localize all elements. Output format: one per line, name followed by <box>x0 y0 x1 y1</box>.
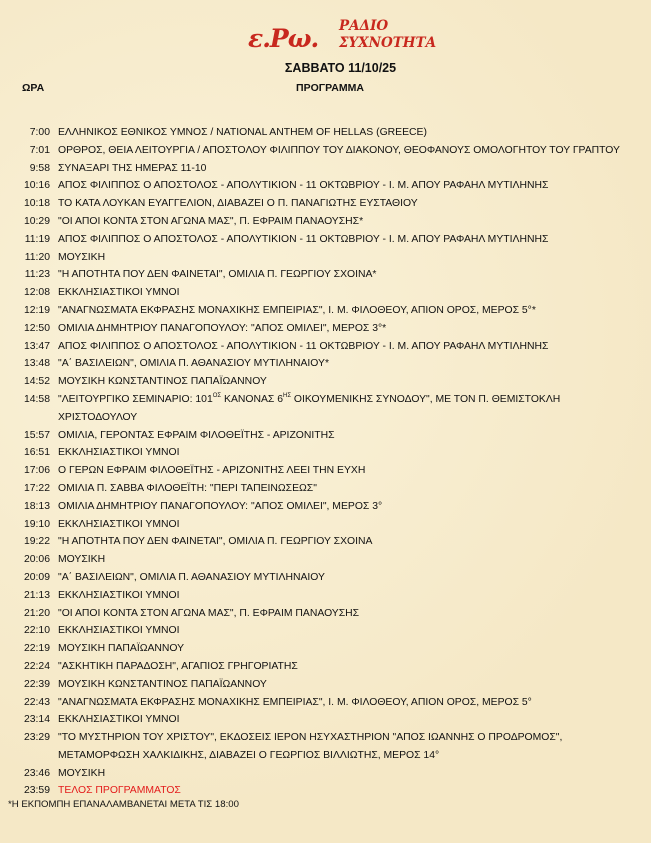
program-time: 11:19 <box>24 233 50 245</box>
program-time: 17:06 <box>23 465 50 477</box>
program-row <box>0 355 651 373</box>
program-title <box>58 160 623 178</box>
program-row <box>0 249 651 267</box>
logo-line1: ΡΑΔΙΟ <box>339 18 389 34</box>
program-title <box>58 142 623 160</box>
program-time: 22:43 <box>23 696 50 708</box>
program-column-header: ΠΡΟΓΡΑΜΜΑ <box>296 82 364 94</box>
program-text: "Α΄ ΒΑΣΙΛΕΙΩΝ", ΟΜΙΛΙΑ Π. ΑΘΑΝΑΣΙΟΥ ΜΥΤΙΛΗΝΑΙΟΥ <box>58 571 325 583</box>
program-row <box>0 302 651 320</box>
program-row <box>0 391 651 427</box>
program-time: 12:19 <box>23 304 50 316</box>
program-time: 16:51 <box>23 447 50 459</box>
program-row <box>0 658 651 676</box>
program-title <box>58 533 623 551</box>
program-time: 23:46 <box>23 767 50 779</box>
program-time: 22:19 <box>23 643 50 655</box>
program-text: ΜΟΥΣΙΚΗ ΠΑΠΑΪΩΑΝΝΟΥ <box>58 643 185 655</box>
program-title <box>58 711 623 729</box>
program-text: "ΟΙ ΑΠΟΙ ΚΟΝΤΑ ΣΤΟΝ ΑΓΩΝΑ ΜΑΣ", Π. ΕΦΡΑΙΜ ΠΑΝΑΟΥΣΗΣ* <box>58 215 364 227</box>
program-title <box>58 177 623 195</box>
program-title <box>58 266 623 284</box>
program-row <box>0 195 651 213</box>
program-text: ΤΟ ΚΑΤΑ ΛΟΥΚΑΝ ΕΥΑΓΓΕΛΙΟΝ, ΔΙΑΒΑΖΕΙ Ο Π. ΠΑΝΑΓΙΩΤΗΣ ΕΥΣΤΑΘΙΟΥ <box>58 198 418 210</box>
program-text: ΣΥΝΑΞΑΡΙ ΤΗΣ ΗΜΕΡΑΣ 11-10 <box>58 162 207 174</box>
program-text: ΜΟΥΣΙΚΗ ΚΩΝΣΤΑΝΤΙΝΟΣ ΠΑΠΑΪΩΑΝΝΟΥ <box>58 376 267 388</box>
program-title <box>58 569 623 587</box>
program-time: 15:57 <box>23 429 50 441</box>
program-title <box>58 444 623 462</box>
program-title <box>58 302 623 320</box>
program-title <box>58 427 623 445</box>
program-time: 20:09 <box>23 571 50 583</box>
program-title <box>58 231 623 249</box>
program-text: "Η ΑΠΟΤΗΤΑ ΠΟΥ ΔΕΝ ΦΑΙΝΕΤΑΙ", ΟΜΙΛΙΑ Π. ΓΕΩΡΓΙΟΥ ΣΧΟΙΝΑ <box>58 536 373 548</box>
program-row <box>0 729 651 765</box>
program-text: "ΤΟ ΜΥΣΤΗΡΙΟΝ ΤΟΥ ΧΡΙΣΤΟΥ", ΕΚΔΟΣΕΙΣ ΙΕΡΟΝ ΗΣΥΧΑΣΤΗΡΙΟΝ "ΑΠΟΣ ΙΩΑΝΝΗΣ Ο ΠΡΟΔΡΟΜΟΣ", ΜΕΤΑΜΟΡΦΩΣΗ ΧΑΛΚΙΔΙΚΗΣ, ΔΙΑΒΑΖΕΙ Ο ΓΕΩΡΓΙΟΣ ΒΙΛΛΙΩΤΗΣ, ΜΕΡΟΣ 14° <box>58 732 563 761</box>
program-title <box>58 124 623 142</box>
program-title <box>58 640 623 658</box>
program-text: ΟΜΙΛΙΑ ΔΗΜΗΤΡΙΟΥ ΠΑΝΑΓΟΠΟΥΛΟΥ: "ΑΠΟΣ ΟΜΙΛΕΙ", ΜΕΡΟΣ 3° <box>58 500 383 512</box>
time-column-header: ΩΡΑ <box>22 82 45 94</box>
program-title <box>58 391 623 427</box>
program-row <box>0 320 651 338</box>
program-row <box>0 676 651 694</box>
program-text: "ΑΝΑΓΝΩΣΜΑΤΑ ΕΚΦΡΑΣΗΣ ΜΟΝΑΧΙΚΗΣ ΕΜΠΕΙΡΙΑΣ", Ι. Μ. ΦΙΛΟΘΕΟΥ, ΑΠΙΟΝ ΟΡΟΣ, ΜΕΡΟΣ 5°* <box>58 304 536 316</box>
program-list <box>0 124 651 800</box>
program-time: 10:16 <box>23 180 50 192</box>
program-text: ΑΠΟΣ ΦΙΛΙΠΠΟΣ Ο ΑΠΟΣΤΟΛΟΣ - ΑΠΟΛΥΤΙΚΙΟΝ - 11 ΟΚΤΩΒΡΙΟΥ - Ι. Μ. ΑΠΟΥ ΡΑΦΑΗΛ ΜΥΤΙΛΗΝΗΣ <box>58 180 549 192</box>
program-time: 10:18 <box>23 198 50 210</box>
program-row <box>0 373 651 391</box>
program-time: 11:20 <box>24 251 50 263</box>
program-title <box>58 284 623 302</box>
program-time: 19:22 <box>23 536 50 548</box>
program-title <box>58 355 623 373</box>
superscript: ΗΣ <box>283 392 292 399</box>
program-text: "ΑΣΚΗΤΙΚΗ ΠΑΡΑΔΟΣΗ", ΑΓΑΠΙΟΣ ΓΡΗΓΟΡΙΑΤΗΣ <box>58 660 298 672</box>
program-title <box>58 658 623 676</box>
program-time: 7:00 <box>29 127 50 138</box>
program-row <box>0 765 651 783</box>
program-row <box>0 782 651 800</box>
program-time: 22:10 <box>23 625 50 637</box>
program-row <box>0 569 651 587</box>
program-time: 9:58 <box>29 162 50 174</box>
program-text: ΟΜΙΛΙΑ Π. ΣΑΒΒΑ ΦΙΛΟΘΕΪΤΗ: "ΠΕΡΙ ΤΑΠΕΙΝΩΣΕΩΣ" <box>58 482 317 494</box>
program-row <box>0 160 651 178</box>
program-text: "Η ΑΠΟΤΗΤΑ ΠΟΥ ΔΕΝ ΦΑΙΝΕΤΑΙ", ΟΜΙΛΙΑ Π. ΓΕΩΡΓΙΟΥ ΣΧΟΙΝΑ* <box>58 269 377 281</box>
program-row <box>0 640 651 658</box>
schedule-date: ΣΑΒΒΑΤΟ 11/10/25 <box>284 61 397 75</box>
program-time: 10:29 <box>23 215 50 227</box>
program-row <box>0 124 651 142</box>
program-time: 13:47 <box>23 340 50 352</box>
program-title <box>58 338 623 356</box>
program-row <box>0 605 651 623</box>
program-text: "Α΄ ΒΑΣΙΛΕΙΩΝ", ΟΜΙΛΙΑ Π. ΑΘΑΝΑΣΙΟΥ ΜΥΤΙΛΗΝΑΙΟΥ* <box>58 358 329 370</box>
program-title <box>58 195 623 213</box>
program-text: ΟΜΙΛΙΑ, ΓΕΡΟΝΤΑΣ ΕΦΡΑΙΜ ΦΙΛΟΘΕΪΤΗΣ - ΑΡΙΖΟΝΙΤΗΣ <box>58 429 335 441</box>
program-title <box>58 480 623 498</box>
program-text: ΑΠΟΣ ΦΙΛΙΠΠΟΣ Ο ΑΠΟΣΤΟΛΟΣ - ΑΠΟΛΥΤΙΚΙΟΝ - 11 ΟΚΤΩΒΡΙΟΥ - Ι. Μ. ΑΠΟΥ ΡΑΦΑΗΛ ΜΥΤΙΛΗΝΗΣ <box>58 340 549 352</box>
program-text: Ο ΓΕΡΩΝ ΕΦΡΑΙΜ ΦΙΛΟΘΕΪΤΗΣ - ΑΡΙΖΟΝΙΤΗΣ ΛΕΕΙ ΤΗΝ ΕΥΧΗ <box>58 465 366 477</box>
program-row <box>0 694 651 712</box>
program-title <box>58 676 623 694</box>
program-title <box>58 213 623 231</box>
program-row <box>0 462 651 480</box>
program-row <box>0 231 651 249</box>
program-title <box>58 694 623 712</box>
footnote: *Η ΕΚΠΟΜΠΗ ΕΠΑΝΑΛΑΜΒΑΝΕΤΑΙ ΜΕΤΑ ΤΙΣ 18:00 <box>8 799 239 810</box>
program-text: ΟΙΚΟΥΜΕΝΙΚΗΣ ΣΥΝΟΔΟΥ", ΜΕ ΤΟΝ Π. ΘΕΜΙΣΤΟΚΛΗ ΧΡΙΣΤΟΔΟΥΛΟΥ <box>58 393 561 423</box>
logo-line2: ΣΥΧΝΟΤΗΤΑ <box>339 35 437 51</box>
program-text: "ΟΙ ΑΠΟΙ ΚΟΝΤΑ ΣΤΟΝ ΑΓΩΝΑ ΜΑΣ", Π. ΕΦΡΑΙΜ ΠΑΝΑΟΥΣΗΣ <box>58 607 360 619</box>
superscript: ΟΣ <box>212 392 222 399</box>
program-row <box>0 533 651 551</box>
program-row <box>0 338 651 356</box>
program-row <box>0 587 651 605</box>
program-title <box>58 373 623 391</box>
program-time: 23:14 <box>23 714 50 726</box>
logo-subtitle <box>339 18 436 52</box>
program-title <box>58 782 623 800</box>
program-time: 17:22 <box>23 482 50 494</box>
program-title <box>58 498 623 516</box>
program-text: ΕΚΚΛΗΣΙΑΣΤΙΚΟΙ ΥΜΝΟΙ <box>58 518 180 530</box>
program-title <box>58 516 623 534</box>
program-time: 20:06 <box>23 554 50 566</box>
program-title <box>58 587 623 605</box>
program-title <box>58 462 623 480</box>
program-text: ΕΚΚΛΗΣΙΑΣΤΙΚΟΙ ΥΜΝΟΙ <box>58 714 180 726</box>
program-time: 7:01 <box>29 144 50 156</box>
program-row <box>0 551 651 569</box>
program-time: 14:58 <box>23 393 50 405</box>
program-text: ΕΚΚΛΗΣΙΑΣΤΙΚΟΙ ΥΜΝΟΙ <box>58 287 180 299</box>
program-time: 14:52 <box>23 376 50 388</box>
program-time: 13:48 <box>23 358 50 370</box>
program-row <box>0 213 651 231</box>
program-title <box>58 605 623 623</box>
program-row <box>0 622 651 640</box>
program-text: ΕΚΚΛΗΣΙΑΣΤΙΚΟΙ ΥΜΝΟΙ <box>58 447 180 459</box>
program-text: ΟΡΘΡΟΣ, ΘΕΙΑ ΛΕΙΤΟΥΡΓΙΑ / ΑΠΟΣΤΟΛΟΥ ΦΙΛΙΠΠΟΥ ΤΟΥ ΔΙΑΚΟΝΟΥ, ΘΕΟΦΑΝΟΥΣ ΟΜΟΛΟΓΗΤΟΥ ΤΟΥ ΓΡΑΠΤΟΥ <box>58 144 620 156</box>
program-title <box>58 765 623 783</box>
program-time: 22:24 <box>23 660 50 672</box>
program-time: 21:13 <box>23 589 50 601</box>
program-row <box>0 711 651 729</box>
program-text: ΟΜΙΛΙΑ ΔΗΜΗΤΡΙΟΥ ΠΑΝΑΓΟΠΟΥΛΟΥ: "ΑΠΟΣ ΟΜΙΛΕΙ", ΜΕΡΟΣ 3°* <box>58 322 387 334</box>
program-text: ΜΟΥΣΙΚΗ <box>58 767 106 779</box>
program-row <box>0 480 651 498</box>
program-row <box>0 284 651 302</box>
program-time: 18:13 <box>23 500 50 512</box>
program-time: 12:50 <box>23 322 50 334</box>
program-row <box>0 177 651 195</box>
program-title <box>58 551 623 569</box>
program-time: 23:59 <box>23 785 50 797</box>
program-text: ΜΟΥΣΙΚΗ <box>58 251 106 263</box>
program-text: ΤΕΛΟΣ ΠΡΟΓΡΑΜΜΑΤΟΣ <box>58 785 181 797</box>
program-text: "ΛΕΙΤΟΥΡΓΙΚΟ ΣΕΜΙΝΑΡΙΟ: 101 <box>58 393 213 405</box>
program-row <box>0 266 651 284</box>
program-row <box>0 142 651 160</box>
logo-mark: ε.Ρω. <box>248 24 319 53</box>
program-time: 23:29 <box>23 732 50 744</box>
program-text: ΜΟΥΣΙΚΗ ΚΩΝΣΤΑΝΤΙΝΟΣ ΠΑΠΑΪΩΑΝΝΟΥ <box>58 678 267 690</box>
program-time: 22:39 <box>23 678 50 690</box>
station-logo <box>248 14 448 58</box>
program-text: "ΑΝΑΓΝΩΣΜΑΤΑ ΕΚΦΡΑΣΗΣ ΜΟΝΑΧΙΚΗΣ ΕΜΠΕΙΡΙΑΣ", Ι. Μ. ΦΙΛΟΘΕΟΥ, ΑΠΙΟΝ ΟΡΟΣ, ΜΕΡΟΣ 5° <box>58 696 532 708</box>
program-text: ΜΟΥΣΙΚΗ <box>58 554 106 566</box>
program-title <box>58 249 623 267</box>
program-time: 12:08 <box>23 287 50 299</box>
program-row <box>0 427 651 445</box>
program-text: ΕΚΚΛΗΣΙΑΣΤΙΚΟΙ ΥΜΝΟΙ <box>58 589 180 601</box>
program-text: ΕΚΚΛΗΣΙΑΣΤΙΚΟΙ ΥΜΝΟΙ <box>58 625 180 637</box>
program-row <box>0 516 651 534</box>
program-text: ΕΛΛΗΝΙΚΟΣ ΕΘΝΙΚΟΣ ΥΜΝΟΣ / NATIONAL ANTHEM OF HELLAS (GREECE) <box>58 127 427 138</box>
program-title <box>58 729 623 765</box>
program-title <box>58 622 623 640</box>
program-time: 21:20 <box>23 607 50 619</box>
program-time: 19:10 <box>23 518 50 530</box>
program-text: ΚΑΝΟΝΑΣ 6 <box>221 393 283 405</box>
program-title <box>58 320 623 338</box>
program-row <box>0 498 651 516</box>
program-text: ΑΠΟΣ ΦΙΛΙΠΠΟΣ Ο ΑΠΟΣΤΟΛΟΣ - ΑΠΟΛΥΤΙΚΙΟΝ - 11 ΟΚΤΩΒΡΙΟΥ - Ι. Μ. ΑΠΟΥ ΡΑΦΑΗΛ ΜΥΤΙΛΗΝΗΣ <box>58 233 549 245</box>
program-row <box>0 444 651 462</box>
program-time: 11:23 <box>24 269 50 281</box>
